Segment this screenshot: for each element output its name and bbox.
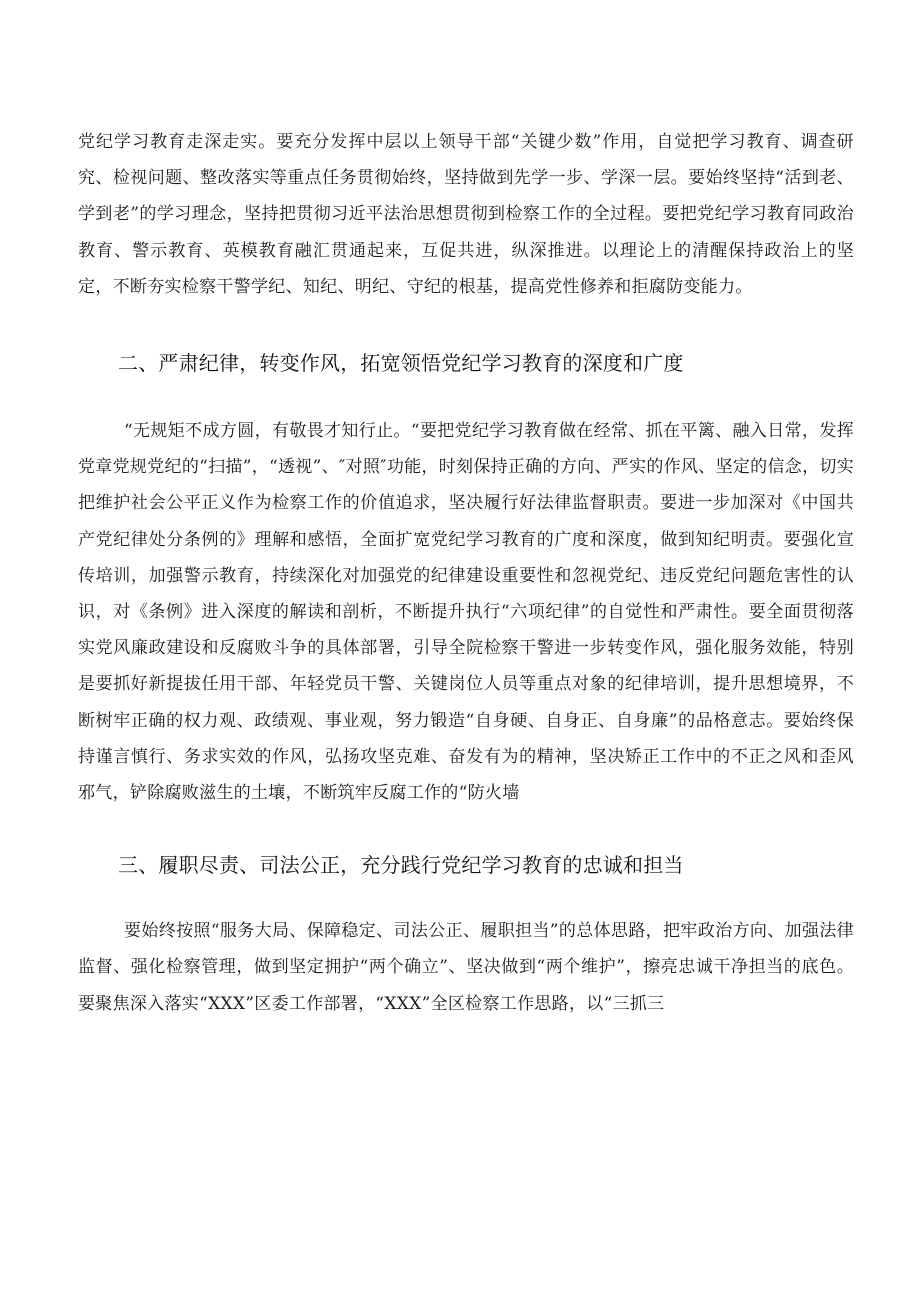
section-heading-3: 三、履职尽责、司法公正，充分践行党纪学习教育的忠诚和担当 bbox=[118, 853, 684, 878]
document-body bbox=[78, 124, 854, 1022]
paragraph-continuation: 党纪学习教育走深走实。要充分发挥中层以上领导干部“关键少数”作用，自觉把学习教育、调查研究、检视问题、整改落实等重点任务贯彻始终，坚持做到先学一步、学深一层。要始终坚持“活到老、学到老”的学习理念，坚持把贯彻习近平法治思想贯彻到检察工作的全过程。要把党纪学习教育同政治教育、警示教育、英模教育融汇贯通起来，互促共进，纵深推进。以理论上的清醒保持政治上的坚定，不断夯实检察干警学纪、知纪、明纪、守纪的根基，提高党性修养和拒腐防变能力。 bbox=[78, 132, 854, 297]
section-heading-2: 二、严肃纪律，转变作风，拓宽领悟党纪学习教育的深度和广度 bbox=[118, 351, 684, 376]
paragraph-section-3: 要始终按照“服务大局、保障稳定、司法公正、履职担当”的总体思路，把牢政治方向、加强法律监督、强化检察管理，做到坚定拥护“两个确立”、坚决做到“两个维护”，擦亮忠诚干净担当的底色。要聚焦深入落实“XXX”区委工作部署，“XXX”全区检察工作思路，以“三抓三 bbox=[78, 921, 854, 1014]
paragraph-section-2: “无规矩不成方圆，有敬畏才知行止。“要把党纪学习教育做在经常、抓在平篱、融入日常，发挥党章党规党纪的“扫描”，“透视”、″对照″功能，时刻保持正确的方向、严实的作风、坚定的信念，切实把维护社会公平正义作为检察工作的价值追求，坚决履行好法律监督职责。要进一步加深对《中国共产党纪律处分条例的》理解和感悟，全面扩宽党纪学习教育的广度和深度，做到知纪明责。要强化宣传培训，加强警示教育，持续深化对加强党的纪律建设重要性和忽视党纪、违反党纪问题危害性的认识，对《条例》进入深度的解读和剖析，不断提升执行“六项纪律”的自觉性和严肃性。要全面贯彻落实党风廉政建设和反腐败斗争的具体部署，引导全院检察干警进一步转变作风，强化服务效能，特别是要抓好新提拔任用干部、年轻党员干警、关键岗位人员等重点对象的纪律培训，提升思想境界，不断树牢正确的权力观、政绩观、事业观，努力锻造“自身硬、自身正、自身廉”的品格意志。要始终保持谨言慎行、务求实效的作风，弘扬攻坚克难、奋发有为的精神，坚决矫正工作中的不正之风和歪风邪气，铲除腐败滋生的土壤，不断筑牢反腐工作的“防火墙 bbox=[78, 421, 854, 804]
